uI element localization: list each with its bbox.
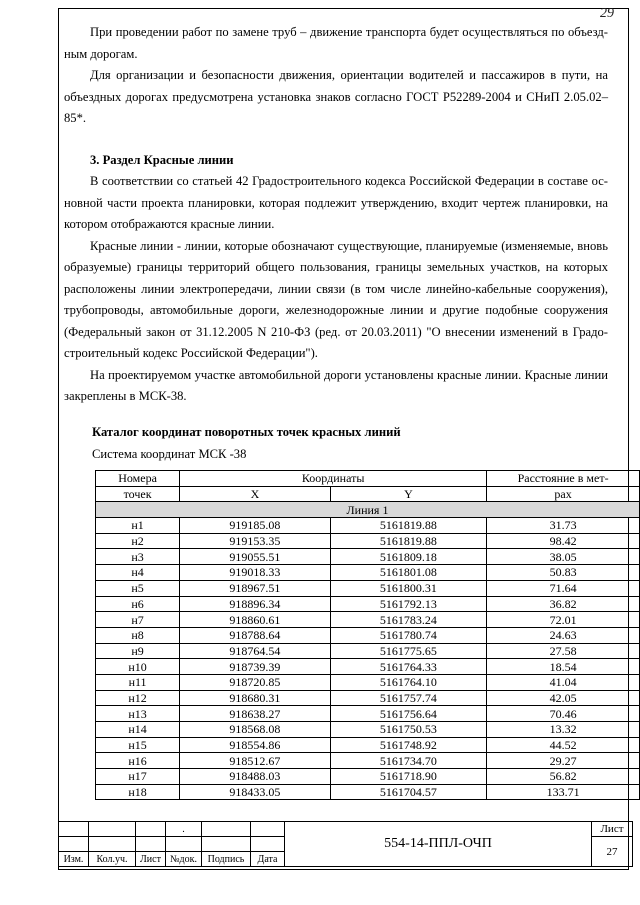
cell-y: 5161757.74: [330, 690, 487, 706]
paragraph: В соответствии со статьей 42 Градостроительного кодекса Российской Федерации в составе основной части проекта планировки, которая подлежит утверждению, входит чертеж планировки, на котором отображаются красные линии.: [64, 174, 608, 231]
cell-point: н6: [96, 596, 180, 612]
body-text: [64, 22, 608, 408]
table-row: [96, 674, 640, 690]
cell-dist: 27.58: [487, 643, 640, 659]
table-row: [96, 784, 640, 800]
cell-point: н14: [96, 722, 180, 738]
table-row: [96, 549, 640, 565]
cell-y: 5161764.33: [330, 659, 487, 675]
stamp-label: №док.: [166, 852, 202, 867]
cell-x: 918720.85: [180, 674, 331, 690]
table-row: [96, 690, 640, 706]
cell-y: 5161764.10: [330, 674, 487, 690]
cell-point: н8: [96, 627, 180, 643]
title-block: [58, 821, 633, 867]
cell-dist: 42.05: [487, 690, 640, 706]
table-row: [96, 706, 640, 722]
table-row: [96, 659, 640, 675]
cell-x: 918512.67: [180, 753, 331, 769]
header-points-2: точек: [96, 486, 180, 502]
cell-dist: 29.27: [487, 753, 640, 769]
paragraph: На проектируемом участке автомобильной дороги установлены красные линии. Красные линии закреплены в МСК-38.: [64, 367, 608, 403]
stamp-label: Подпись: [202, 852, 251, 867]
cell-point: н1: [96, 518, 180, 534]
cell-point: н4: [96, 565, 180, 581]
cell-y: 5161819.88: [330, 518, 487, 534]
cell-dist: 56.82: [487, 769, 640, 785]
table-row: [96, 565, 640, 581]
header-points: Номера: [96, 471, 180, 487]
cell-dist: 31.73: [487, 518, 640, 534]
cell-point: н3: [96, 549, 180, 565]
cell-y: 5161748.92: [330, 737, 487, 753]
document-code: 554-14-ППЛ-ОЧП: [285, 822, 592, 867]
table-row: [96, 769, 640, 785]
line-label: Линия 1: [96, 502, 640, 518]
cell-dist: 71.64: [487, 580, 640, 596]
cell-y: 5161750.53: [330, 722, 487, 738]
paragraph: Красные линии - линии, которые обозначают существующие, планируемые (изменяемые, вновь образуемые) границы территорий общего пользования, границы земельных участков, на которых расположены линии электропередачи, линии связи (в том числе линейно-кабельные сооружения), трубопроводы, автомобильные дороги, железнодорожные линии и другие подобные сооружения (Федеральный закон от 31.12.2005 N 210-ФЗ (ред. от 20.03.2011) "О внесении изменений в Градостроительный кодекс Российской Федерации").: [64, 238, 608, 360]
cell-y: 5161734.70: [330, 753, 487, 769]
cell-y: 5161775.65: [330, 643, 487, 659]
coordinates-table: [95, 470, 640, 800]
cell-x: 918860.61: [180, 612, 331, 628]
cell-point: н5: [96, 580, 180, 596]
cell-point: н2: [96, 533, 180, 549]
cell-point: н12: [96, 690, 180, 706]
table-row: [96, 627, 640, 643]
cell-point: н11: [96, 674, 180, 690]
cell-y: 5161809.18: [330, 549, 487, 565]
cell-dist: 72.01: [487, 612, 640, 628]
cell-x: 919185.08: [180, 518, 331, 534]
cell-x: 918788.64: [180, 627, 331, 643]
cell-x: 918967.51: [180, 580, 331, 596]
handwritten-page-number: 29: [600, 6, 614, 21]
cell-x: 918764.54: [180, 643, 331, 659]
header-coords: Координаты: [180, 471, 487, 487]
header-distance: Расстояние в мет-: [487, 471, 640, 487]
cell-x: 918568.08: [180, 722, 331, 738]
table-row: [96, 753, 640, 769]
cell-point: н18: [96, 784, 180, 800]
cell-dist: 13.32: [487, 722, 640, 738]
table-row: [96, 737, 640, 753]
cell-dist: 50.83: [487, 565, 640, 581]
catalog-title: Каталог координат поворотных точек красных линий: [92, 425, 401, 439]
cell-dist: 18.54: [487, 659, 640, 675]
cell-x: 918896.34: [180, 596, 331, 612]
cell-dist: 24.63: [487, 627, 640, 643]
cell-dist: 44.52: [487, 737, 640, 753]
cell-point: н13: [96, 706, 180, 722]
cell-y: 5161792.13: [330, 596, 487, 612]
header-y: Y: [330, 486, 487, 502]
cell-x: 918739.39: [180, 659, 331, 675]
cell-x: 918680.31: [180, 690, 331, 706]
cell-y: 5161756.64: [330, 706, 487, 722]
cell-y: 5161819.88: [330, 533, 487, 549]
cell-point: н7: [96, 612, 180, 628]
cell-point: н15: [96, 737, 180, 753]
cell-dist: 41.04: [487, 674, 640, 690]
cell-y: 5161783.24: [330, 612, 487, 628]
stamp-label: Лист: [136, 852, 166, 867]
cell-point: н10: [96, 659, 180, 675]
stamp-label: Дата: [251, 852, 285, 867]
cell-x: 918433.05: [180, 784, 331, 800]
cell-y: 5161800.31: [330, 580, 487, 596]
coordinate-system: Система координат МСК -38: [92, 447, 247, 461]
table-row: [96, 643, 640, 659]
cell-x: 919153.35: [180, 533, 331, 549]
stamp-label: Кол.уч.: [89, 852, 136, 867]
header-x: X: [180, 486, 331, 502]
cell-x: 918638.27: [180, 706, 331, 722]
cell-y: 5161801.08: [330, 565, 487, 581]
cell-dist: 98.42: [487, 533, 640, 549]
table-row: [96, 722, 640, 738]
cell-dist: 70.46: [487, 706, 640, 722]
table-row: [96, 518, 640, 534]
paragraph: Для организации и безопасности движения, ориентации водителей и пассажиров в пути, на объездных дорогах предусмотрена установка знаков согласно ГОСТ Р52289-2004 и СНиП 2.05.02–85*.: [64, 68, 608, 125]
cell-y: 5161704.57: [330, 784, 487, 800]
cell-dist: 36.82: [487, 596, 640, 612]
cell-y: 5161780.74: [330, 627, 487, 643]
paragraph: При проведении работ по замене труб – движение транспорта будет осуществляться по объездным дорогам.: [64, 25, 608, 61]
cell-point: н17: [96, 769, 180, 785]
cell-point: н16: [96, 753, 180, 769]
sheet-number: 27: [592, 837, 633, 867]
cell-dist: 133.71: [487, 784, 640, 800]
cell-x: 919018.33: [180, 565, 331, 581]
table-row: [96, 533, 640, 549]
section-heading: 3. Раздел Красные линии: [90, 152, 234, 167]
stamp-label: Изм.: [59, 852, 89, 867]
cell-x: 918554.86: [180, 737, 331, 753]
stamp-dot: .: [166, 822, 202, 837]
sheet-label: Лист: [592, 822, 633, 837]
cell-y: 5161718.90: [330, 769, 487, 785]
table-row: [96, 596, 640, 612]
cell-x: 919055.51: [180, 549, 331, 565]
header-distance-2: рах: [487, 486, 640, 502]
cell-point: н9: [96, 643, 180, 659]
table-row: [96, 612, 640, 628]
cell-x: 918488.03: [180, 769, 331, 785]
table-row: [96, 580, 640, 596]
cell-dist: 38.05: [487, 549, 640, 565]
